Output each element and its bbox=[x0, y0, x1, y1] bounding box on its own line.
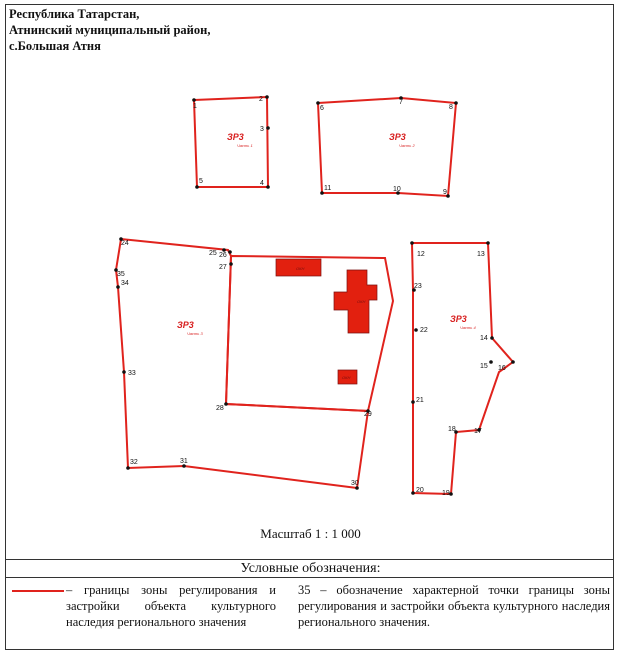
legend-divider-bottom bbox=[5, 577, 614, 578]
point-label-26: 26 bbox=[219, 252, 227, 259]
legend-divider-top bbox=[5, 559, 614, 560]
zone-part-3-boundary bbox=[116, 239, 368, 488]
point-label-10: 10 bbox=[393, 186, 401, 193]
point-label-21: 21 bbox=[416, 397, 424, 404]
point-label-34: 34 bbox=[121, 280, 129, 287]
point-marker bbox=[486, 241, 490, 245]
header-line-district: Атнинский муниципальный район, bbox=[9, 23, 211, 37]
zone-sub-1: Часть 1 bbox=[237, 143, 253, 148]
point-label-11: 11 bbox=[324, 185, 332, 192]
point-label-32: 32 bbox=[130, 459, 138, 466]
point-label-23: 23 bbox=[414, 283, 422, 290]
point-label-31: 31 bbox=[180, 458, 188, 465]
zone-label-2: ЗР3 bbox=[389, 132, 406, 142]
legend-boundary-description: – границы зоны регулирования и застройки объекта культурного наследия регионального значения bbox=[66, 583, 276, 629]
point-label-25: 25 bbox=[209, 250, 217, 257]
zone-label-1: ЗР3 bbox=[227, 132, 244, 142]
point-label-4: 4 bbox=[260, 180, 264, 187]
point-label-29: 29 bbox=[364, 411, 372, 418]
building-label-2: ОКН bbox=[357, 299, 366, 304]
territory-boundary bbox=[226, 256, 393, 411]
legend-title: Условные обозначения: bbox=[240, 561, 381, 576]
legend-boundary-line-symbol bbox=[12, 590, 64, 592]
point-marker bbox=[224, 402, 228, 406]
point-label-30: 30 bbox=[351, 480, 359, 487]
building-label-3: ОКН bbox=[342, 375, 351, 380]
zone-sub-2: Часть 2 bbox=[399, 143, 415, 148]
point-marker bbox=[490, 336, 494, 340]
zone-label-4: ЗР3 bbox=[450, 314, 467, 324]
point-label-5: 5 bbox=[199, 178, 203, 185]
point-marker bbox=[228, 250, 232, 254]
point-label-18: 18 bbox=[448, 426, 456, 433]
point-label-9: 9 bbox=[443, 189, 447, 196]
point-label-8: 8 bbox=[449, 104, 453, 111]
heritage-building-2 bbox=[334, 270, 377, 333]
point-label-28: 28 bbox=[216, 405, 224, 412]
building-label-1: ОКН bbox=[296, 266, 305, 271]
map-scale: Масштаб 1 : 1 000 bbox=[260, 526, 361, 541]
point-marker bbox=[511, 360, 515, 364]
point-label-33: 33 bbox=[128, 370, 136, 377]
point-label-22: 22 bbox=[420, 327, 428, 334]
point-label-1: 1 bbox=[193, 103, 197, 110]
point-label-24: 24 bbox=[121, 240, 129, 247]
point-marker bbox=[192, 98, 196, 102]
point-label-7: 7 bbox=[399, 99, 403, 106]
point-label-20: 20 bbox=[416, 487, 424, 494]
header-line-village: с.Большая Атня bbox=[9, 39, 101, 53]
point-labels bbox=[117, 96, 506, 497]
point-marker bbox=[454, 101, 458, 105]
zone-sub-4: Часть 4 bbox=[460, 325, 476, 330]
point-marker bbox=[266, 126, 270, 130]
point-marker bbox=[489, 360, 493, 364]
point-label-2: 2 bbox=[259, 96, 263, 103]
point-label-16: 16 bbox=[498, 365, 506, 372]
zone-sub-3: Часть 3 bbox=[187, 331, 203, 336]
point-label-15: 15 bbox=[480, 363, 488, 370]
point-marker bbox=[410, 241, 414, 245]
point-marker bbox=[229, 262, 233, 266]
point-label-6: 6 bbox=[320, 105, 324, 112]
point-marker bbox=[126, 466, 130, 470]
legend-point-description: 35 – обозначение характерной точки границы зоны регулирования и застройки объекта культурного наследия регионального значения. bbox=[298, 583, 610, 629]
point-marker bbox=[414, 328, 418, 332]
point-label-13: 13 bbox=[477, 251, 485, 258]
point-label-12: 12 bbox=[417, 251, 425, 258]
point-marker bbox=[116, 285, 120, 289]
zone-label-3: ЗР3 bbox=[177, 320, 194, 330]
point-marker bbox=[411, 400, 415, 404]
point-marker bbox=[411, 491, 415, 495]
point-marker bbox=[265, 95, 269, 99]
point-marker bbox=[266, 185, 270, 189]
header-line-republic: Республика Татарстан, bbox=[9, 7, 140, 21]
point-label-17: 17 bbox=[474, 428, 482, 435]
point-label-27: 27 bbox=[219, 264, 227, 271]
point-label-19: 19 bbox=[442, 490, 450, 497]
zone-part-2-boundary bbox=[318, 98, 456, 196]
zone-part-1-boundary bbox=[194, 97, 268, 187]
point-marker bbox=[195, 185, 199, 189]
point-marker bbox=[122, 370, 126, 374]
point-label-35: 35 bbox=[117, 271, 125, 278]
point-label-3: 3 bbox=[260, 126, 264, 133]
point-label-14: 14 bbox=[480, 335, 488, 342]
